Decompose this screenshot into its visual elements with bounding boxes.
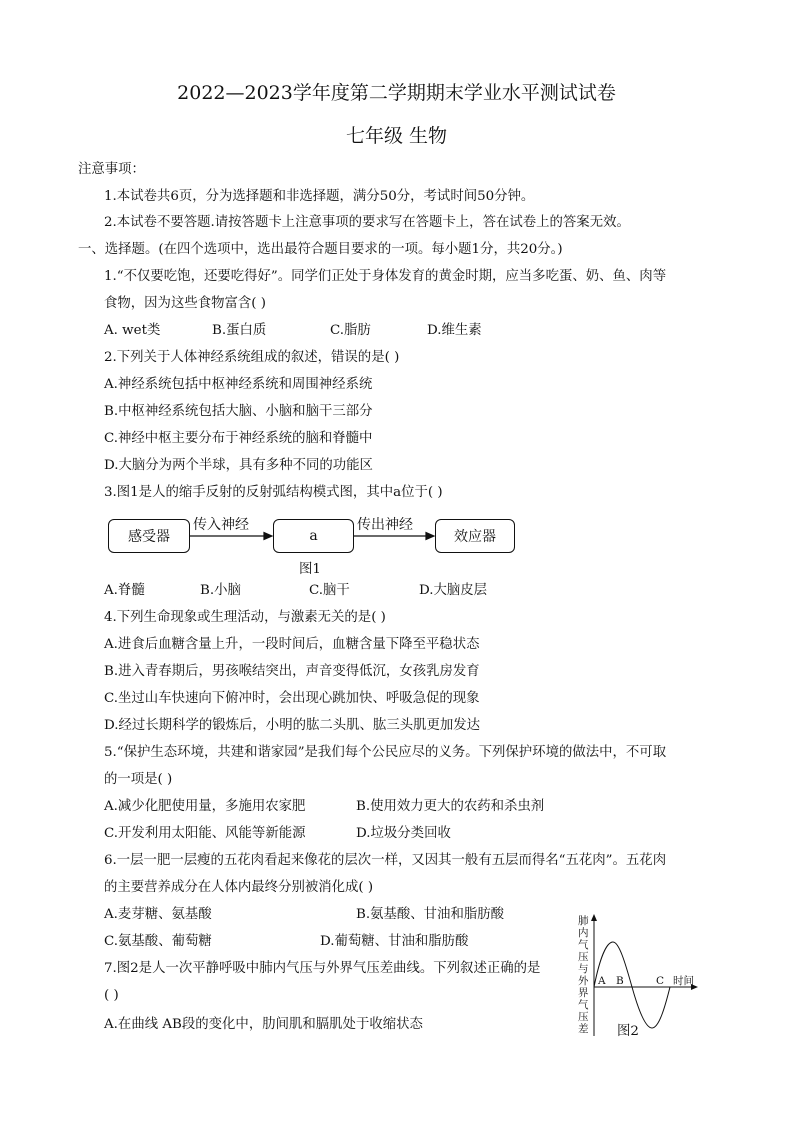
q1-stem-line1: 1.“不仅要吃饱，还要吃得好”。同学们正处于身体发育的黄金时期，应当多吃蛋、奶、鱼、肉等 — [104, 269, 667, 284]
q1-stem-line2: 食物，因为这些食物富含( ) — [104, 296, 267, 311]
q4-stem: 4.下列生命现象或生理活动，与激素无关的是( ) — [104, 610, 386, 625]
q6-stem-line1: 6.一层一肥一层瘦的五花肉看起来像花的层次一样，又因其一般有五层而得名“五花肉”。五花肉 — [104, 853, 667, 868]
graph-point-c: C — [656, 975, 665, 987]
graph-ylabel-1: 肺 — [578, 915, 589, 927]
q3-option-b: B.小脑 — [200, 583, 241, 598]
graph-ylabel-8: 气 — [578, 999, 589, 1011]
diagram-effector-label: 效应器 — [454, 529, 496, 545]
graph-ylabel-9: 压 — [578, 1011, 589, 1023]
graph-ylabel-5: 与 — [578, 963, 589, 975]
diagram-center-label: a — [309, 528, 318, 544]
q7-answer-paren: ( ) — [104, 988, 119, 1003]
notice-item-2: 2.本试卷不要答题.请按答题卡上注意事项的要求写在答题卡上，答在试卷上的答案无效。 — [104, 215, 630, 230]
q4-option-a: A.进食后血糖含量上升，一段时间后，血糖含量下降至平稳状态 — [104, 637, 480, 652]
q1-option-c: C.脂肪 — [330, 323, 371, 338]
q4-option-c: C.坐过山车快速向下俯冲时，会出现心跳加快、呼吸急促的现象 — [104, 691, 480, 706]
q7-option-a: A.在曲线 AB段的变化中，肋间肌和膈肌处于收缩状态 — [104, 1017, 423, 1032]
diagram-caption: 图1 — [299, 562, 321, 577]
graph-ylabel-6: 外 — [578, 975, 589, 987]
q5-option-c: C.开发利用太阳能、风能等新能源 — [104, 826, 306, 841]
q1-option-d: D.维生素 — [427, 323, 482, 338]
q2-option-c: C.神经中枢主要分布于神经系统的脑和脊髓中 — [104, 431, 373, 446]
graph-y-arrow — [591, 914, 597, 921]
q6-option-c: C.氨基酸、葡萄糖 — [104, 934, 212, 949]
page-subtitle: 七年级 生物 — [345, 125, 448, 147]
q3-option-a: A.脊髓 — [104, 583, 145, 598]
afferent-arrow-head — [264, 533, 272, 540]
q6-stem-line2: 的主要营养成分在人体内最终分别被消化成( ) — [104, 880, 374, 895]
graph-point-b: B — [616, 975, 624, 987]
q6-option-a: A.麦芽糖、氨基酸 — [104, 907, 212, 922]
efferent-arrow-head — [426, 533, 434, 540]
q5-option-a: A.减少化肥使用量，多施用农家肥 — [104, 799, 306, 814]
q3-stem: 3.图1是人的缩手反射的反射弧结构模式图，其中a位于( ) — [104, 485, 443, 500]
q2-option-b: B.中枢神经系统包括大脑、小脑和脑干三部分 — [104, 404, 373, 419]
figure2-graph — [574, 912, 704, 1040]
q4-option-d: D.经过长期科学的锻炼后，小明的肱二头肌、肱三头肌更加发达 — [104, 718, 481, 733]
diagram-afferent-label: 传入神经 — [193, 517, 249, 533]
diagram-efferent-label: 传出神经 — [357, 517, 413, 533]
q4-option-b: B.进入青春期后，男孩喉结突出，声音变得低沉，女孩乳房发育 — [104, 664, 480, 679]
q2-option-d: D.大脑分为两个半球，具有多种不同的功能区 — [104, 458, 373, 473]
graph-ylabel-4: 压 — [578, 951, 589, 963]
q1-option-a: A. wet类 — [104, 323, 161, 338]
q6-option-d: D.葡萄糖、甘油和脂肪酸 — [320, 934, 469, 949]
q5-stem-line1: 5.“保护生态环境，共建和谐家园”是我们每个公民应尽的义务。下列保护环境的做法中，不可取 — [104, 745, 667, 760]
graph-ylabel-10: 差 — [578, 1023, 589, 1035]
notice-item-1: 1.本试卷共6页，分为选择题和非选择题，满分50分，考试时间50分钟。 — [104, 189, 535, 204]
graph-point-a: A — [598, 975, 606, 987]
q3-option-d: D.大脑皮层 — [419, 583, 488, 598]
diagram-receptor-label: 感受器 — [128, 529, 170, 545]
q1-option-b: B.蛋白质 — [212, 323, 267, 338]
page-title: 2022—2023学年度第二学期期末学业水平测试试卷 — [177, 82, 616, 104]
section-heading: 一、选择题。(在四个选项中，选出最符合题目要求的一项。每小题1分，共20分。) — [78, 242, 563, 257]
q5-stem-line2: 的一项是( ) — [104, 772, 173, 787]
q5-option-d: D.垃圾分类回收 — [356, 826, 451, 841]
q2-stem: 2.下列关于人体神经系统组成的叙述，错误的是( ) — [104, 350, 400, 365]
graph-ylabel-3: 气 — [578, 939, 589, 951]
q5-option-b: B.使用效力更大的农药和杀虫剂 — [356, 799, 545, 814]
q3-option-c: C.脑干 — [309, 583, 350, 598]
q2-option-a: A.神经系统包括中枢神经系统和周围神经系统 — [104, 377, 373, 392]
notice-heading: 注意事项： — [78, 162, 145, 177]
q7-stem: 7.图2是人一次平静呼吸中肺内气压与外界气压差曲线。下列叙述正确的是 — [104, 961, 541, 976]
figure2-caption: 图2 — [617, 1024, 639, 1039]
graph-ylabel-2: 内 — [578, 927, 589, 939]
q6-option-b: B.氨基酸、甘油和脂肪酸 — [356, 907, 505, 922]
graph-xlabel: 时间 — [673, 975, 694, 987]
graph-ylabel-7: 界 — [578, 987, 589, 999]
